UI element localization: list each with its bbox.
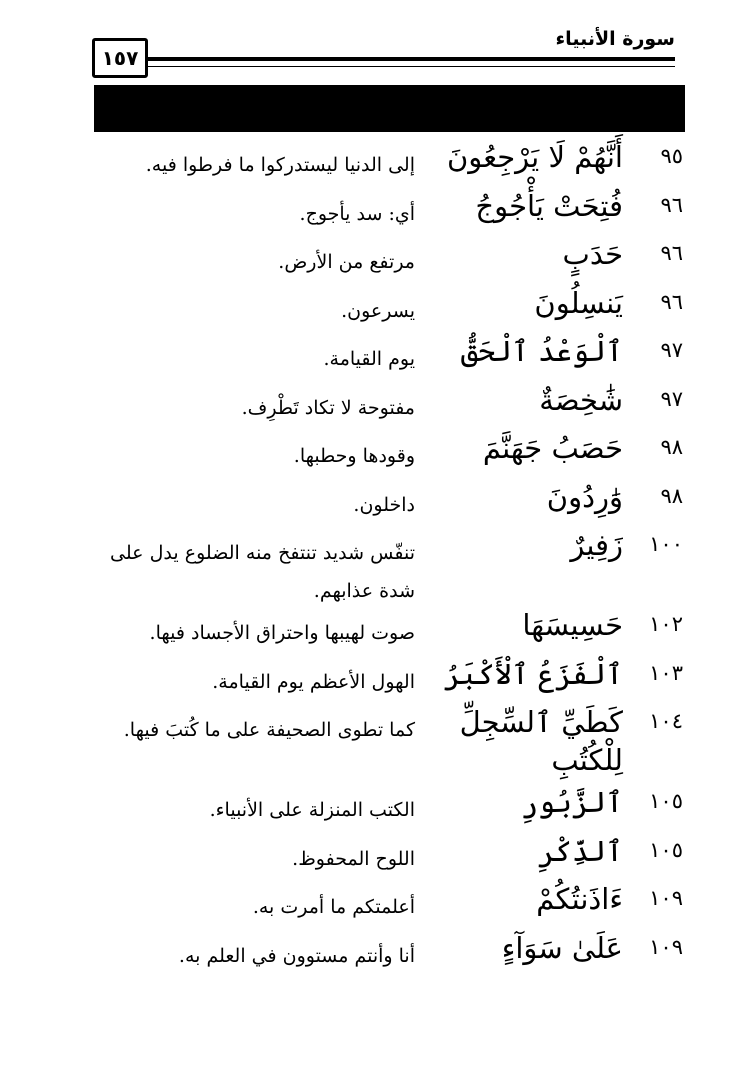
quran-word: حَدَبٍ: [562, 237, 623, 271]
glossary-row: [0, 478, 755, 527]
glossary-row: [0, 381, 755, 430]
word-meaning: يسرعون.: [341, 299, 415, 322]
word-meaning: تنفّس شديد تنتفخ منه الضلوع يدل على شدة عذابهم.: [110, 542, 415, 602]
quran-word: كَطَيِّ ٱلسِّجِلِّ لِلْكُتُبِ: [459, 705, 623, 777]
glossary-row: [0, 187, 755, 236]
ayah-number: ١٠٤: [649, 709, 683, 733]
quran-word: يَنسِلُونَ: [534, 285, 623, 320]
glossary-row: [0, 929, 755, 978]
word-meaning: أعلمتكم ما أمرت به.: [252, 896, 415, 918]
ayah-number: ١٠٥: [649, 837, 683, 862]
ayah-number: ٩٨: [660, 435, 683, 459]
header-rule-thick: [147, 57, 675, 61]
ayah-number: ٩٦: [660, 241, 683, 265]
quran-word: وَٰرِدُونَ: [546, 479, 623, 514]
ayah-number: ١٠٠: [649, 532, 683, 556]
quran-word: حَسِيسَهَا: [522, 608, 623, 642]
ayah-number: ١٠٩: [649, 886, 683, 910]
glossary-row: [0, 526, 755, 606]
quran-word: ٱلزَّبُورِ: [521, 785, 623, 819]
ayah-number: ١٠٢: [649, 612, 683, 636]
word-meaning: إلى الدنيا ليستدركوا ما فرطوا فيه.: [145, 154, 415, 176]
glossary-row: [0, 703, 755, 783]
glossary-row: [0, 880, 755, 929]
page-number: ١٥٧: [101, 46, 139, 70]
glossary-row: [0, 832, 755, 881]
glossary-row: [0, 138, 755, 187]
glossary-row: [0, 655, 755, 704]
glossary-row: [0, 235, 755, 284]
quran-word: ءَاذَنتُكُمْ: [536, 882, 623, 916]
ayah-number: ١٠٩: [649, 934, 683, 959]
word-meaning: وقودها وحطبها.: [293, 445, 415, 467]
word-meaning: يوم القيامة.: [323, 348, 415, 370]
ayah-number: ١٠٣: [649, 660, 683, 685]
quran-word: زَفِيرٌ: [570, 528, 623, 562]
word-meaning: داخلون.: [353, 493, 415, 516]
black-band: [94, 85, 685, 132]
page-number-box: [92, 38, 148, 78]
quran-word: ٱلْفَزَعُ ٱلْأَكْبَرُ: [443, 656, 623, 691]
quran-word: أَنَّهُمْ لَا يَرْجِعُونَ: [446, 140, 623, 174]
quran-word: فُتِحَتْ يَأْجُوجُ: [475, 188, 623, 223]
glossary-row: [0, 429, 755, 478]
header-rule-thin: [147, 66, 675, 67]
word-meaning: صوت لهيبها واحتراق الأجساد فيها.: [149, 622, 415, 644]
word-meaning: أي: سد يأجوج.: [299, 202, 415, 225]
glossary-row: [0, 783, 755, 832]
word-meaning: مفتوحة لا تكاد تَطْرِف.: [241, 396, 415, 419]
ayah-number: ٩٨: [660, 483, 683, 508]
ayah-number: ١٠٥: [649, 789, 683, 813]
quran-word: ٱلْوَعْدُ ٱلْحَقُّ: [460, 334, 623, 368]
glossary-row: [0, 332, 755, 381]
word-meaning: كما تطوى الصحيفة على ما كُتبَ فيها.: [123, 719, 415, 741]
word-meaning: الهول الأعظم يوم القيامة.: [212, 670, 415, 693]
ayah-number: ٩٧: [660, 386, 683, 411]
glossary-row: [0, 606, 755, 655]
ayah-number: ٩٥: [660, 144, 683, 168]
quran-word: شَٰخِصَةٌ: [539, 382, 623, 417]
ayah-number: ٩٦: [660, 289, 683, 314]
quran-word: عَلَىٰ سَوَآءٍ: [501, 930, 623, 965]
glossary-row: [0, 284, 755, 333]
glossary-list: [0, 138, 755, 977]
word-meaning: أنا وأنتم مستوون في العلم به.: [178, 944, 415, 967]
word-meaning: مرتفع من الأرض.: [278, 251, 415, 273]
quran-word: حَصَبُ جَهَنَّمَ: [482, 431, 623, 465]
quran-word: ٱلذِّكْرِ: [538, 833, 623, 868]
ayah-number: ٩٦: [660, 192, 683, 217]
word-meaning: اللوح المحفوظ.: [292, 847, 415, 870]
ayah-number: ٩٧: [660, 338, 683, 362]
surah-title: سورة الأنبياء: [555, 28, 675, 50]
word-meaning: الكتب المنزلة على الأنبياء.: [209, 799, 415, 821]
